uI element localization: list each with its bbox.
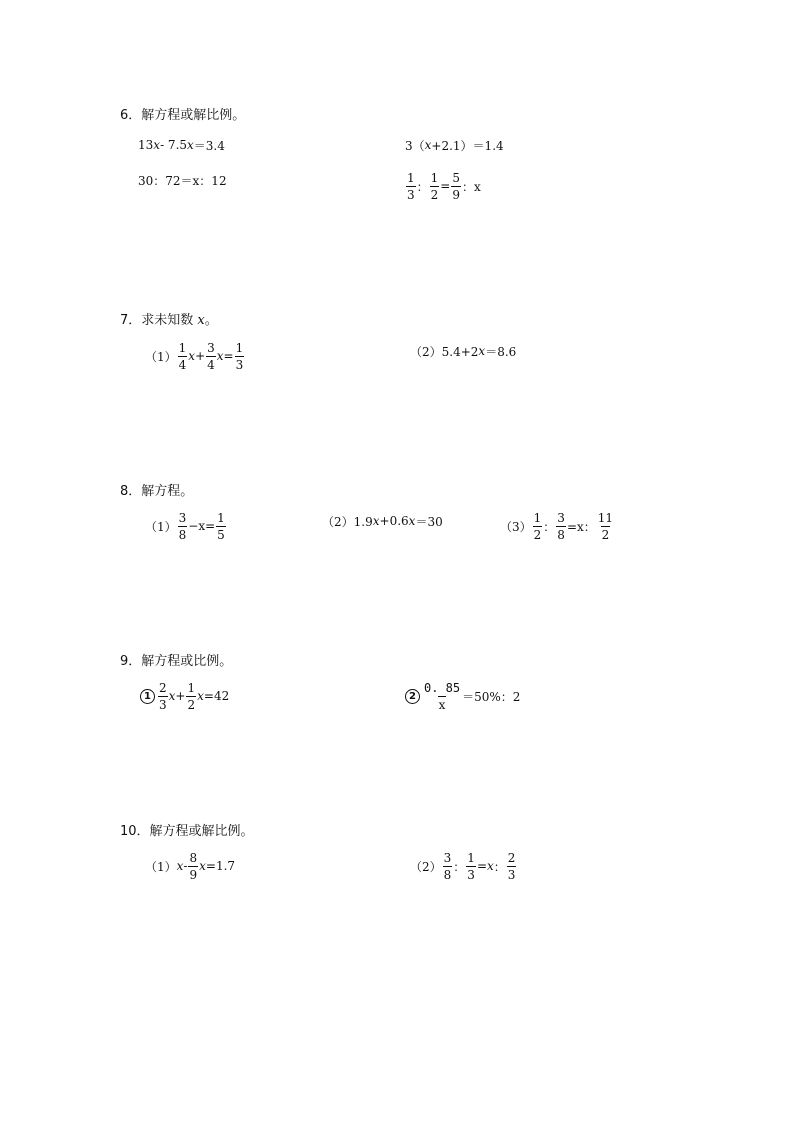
fraction: $\frac{1}{3}$	[407, 170, 415, 202]
fraction: $\frac{3}{4}$	[207, 340, 215, 372]
q7-equation-2: （2）5.4+2 x ＝8.6	[410, 344, 517, 359]
question-9-title: 9．解方程或比例。	[120, 654, 233, 669]
fraction: $\frac{1}{2}$	[533, 510, 542, 542]
fraction: $\frac{2}{3}$	[507, 850, 516, 882]
fraction: $\frac{3}{8}$	[178, 510, 187, 542]
q6-proportion-1: 30：72＝x：12	[138, 173, 227, 188]
q7-equation-1: （1） $\frac{1}{4}$ x + $\frac{3}{4}$ x = $\frac{1}{3}$	[145, 340, 244, 372]
question-6-title: 6．解方程或解比例。	[120, 108, 246, 123]
fraction: $\frac{5}{9}$	[452, 170, 460, 202]
fraction: $\frac{1}{5}$	[217, 510, 225, 542]
q6-equation-1: 13 x - 7.5 x ＝3.4	[138, 138, 225, 153]
fraction: $\frac{1}{4}$	[178, 340, 187, 372]
q9-equation-1: 1 $\frac{2}{3}$ x + $\frac{1}{2}$ x =42	[140, 678, 229, 714]
q10-proportion-2: （2） $\frac{3}{8}$ ： $\frac{1}{3}$ = x ： $\frac{2}{3}$	[410, 850, 516, 882]
question-7-title: 7．求未知数 x。	[120, 313, 218, 328]
fraction: $\frac{3}{8}$	[443, 850, 452, 882]
q6-proportion-2: $\frac{1}{3}$ ： $\frac{1}{2}$ = $\frac{5}{9}$ ：x	[407, 170, 481, 202]
fraction: $\frac{0. 85}{x}$	[424, 680, 461, 712]
circled-number-2: 2	[405, 689, 420, 704]
fraction: $\frac{1}{3}$	[467, 850, 475, 882]
fraction: $\frac{2}{3}$	[159, 680, 167, 712]
question-8-title: 8．解方程。	[120, 484, 194, 499]
q8-equation-2: （2）1.9 x +0.6 x ＝30	[322, 514, 443, 529]
circled-number-1: 1	[140, 689, 155, 704]
fraction: $\frac{1}{2}$	[187, 680, 196, 712]
fraction: $\frac{3}{8}$	[557, 510, 565, 542]
question-10-title: 10．解方程或解比例。	[120, 824, 254, 839]
q6-equation-2: 3（ x +2.1）＝1.4	[405, 138, 504, 153]
fraction: $\frac{8}{9}$	[189, 850, 198, 882]
q10-equation-1: （1） x - $\frac{8}{9}$ x =1.7	[145, 850, 236, 882]
fraction: $\frac{1}{3}$	[235, 340, 244, 372]
fraction: $\frac{11}{2}$	[597, 510, 614, 542]
fraction: $\frac{1}{2}$	[430, 170, 439, 202]
q9-proportion-2: 2 $\frac{0. 85}{x}$ ＝50%：2	[405, 678, 520, 714]
q8-proportion-3: （3） $\frac{1}{2}$ ： $\frac{3}{8}$ =x： $\frac{11}{2}$	[500, 510, 614, 542]
q8-equation-1: （1） $\frac{3}{8}$ −x= $\frac{1}{5}$	[145, 510, 225, 542]
